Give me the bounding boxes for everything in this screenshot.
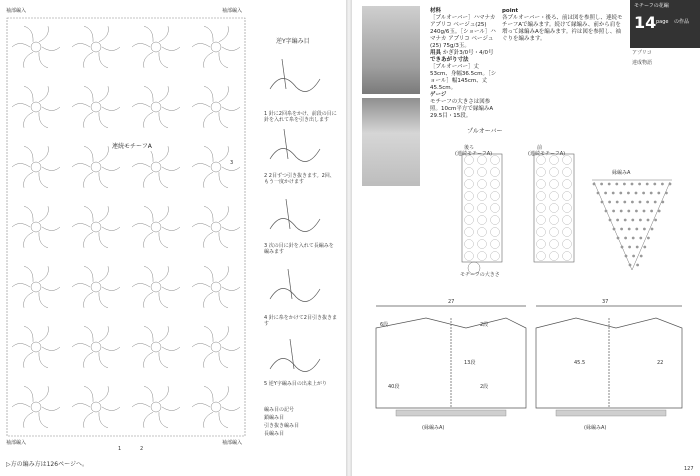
piece-motif [478,180,487,189]
marker-3: 3 [230,160,234,166]
piece-motif [563,228,572,237]
num-8: 22 [657,360,664,366]
shawl-stitch [629,264,632,267]
num-1: 2段 [480,322,489,328]
steps-title: 逆Y字編み目 [276,38,310,45]
crochet-motif [132,386,180,428]
border-label-right: (縁編みA) [584,425,607,431]
step-3: 3 次の目に針を入れて長編みを編みます [264,243,334,255]
shawl-stitch [643,246,646,249]
piece-motif [563,180,572,189]
piece-motif [550,228,559,237]
piece-motif [550,168,559,177]
piece-motif [465,204,474,213]
crochet-motif [132,146,180,188]
piece-motif [478,204,487,213]
shawl-stitch [635,210,638,213]
border-label-left: (縁編みA) [422,425,445,431]
crochet-motif [72,386,120,428]
shawl-stitch [605,210,608,213]
step-4: 4 針に糸をかけて2目引き抜きます [264,315,337,327]
piece-motif [478,168,487,177]
shawl-stitch [597,192,600,195]
piece-motif [537,168,546,177]
crochet-motif [132,326,180,368]
shawl-stitch [608,183,611,186]
num-3: 40段 [388,384,400,390]
shawl-stitch [631,183,634,186]
shawl-stitch [620,210,623,213]
legend-2: 引き抜き編み目 [264,423,300,429]
shawl-stitch [647,237,650,240]
piece-motif [465,192,474,201]
piece-motif [550,240,559,249]
piece-motif [465,252,474,261]
num-0: 6段 [380,322,389,328]
shawl-stitch [650,210,653,213]
piece-motif [550,204,559,213]
crochet-motif [72,146,120,188]
shawl-stitch [657,192,660,195]
shawl-stitch [639,237,642,240]
shawl-stitch [646,183,649,186]
piece-motif [537,216,546,225]
crochet-motif [192,386,240,428]
shawl-stitch [632,255,635,258]
num-4: 2段 [480,384,489,390]
tag-page: page [656,19,669,25]
shawl-stitch [635,228,638,231]
shawl-stitch [615,183,618,186]
piece-motif [550,216,559,225]
crochet-motif [12,386,60,428]
shawl-stitch [654,201,657,204]
shawl-stitch [624,237,627,240]
shawl-stitch [665,192,668,195]
piece-motif [550,192,559,201]
crochet-motif [192,26,240,68]
diagram-title: プルオーバー [467,128,503,135]
crochet-motif [192,146,240,188]
shawl-stitch [643,210,646,213]
shawl-stitch [646,201,649,204]
shawl-stitch [600,183,603,186]
crochet-motif [12,326,60,368]
chart-top-right-label: 袖部編入 [222,8,243,14]
shawl-stitch [612,192,615,195]
legend-1: 鎖編み目 [264,415,285,421]
shawl-stitch [609,219,612,222]
shawl-stitch [635,192,638,195]
step-5: 5 逆Y字編み目の出来上がり [264,381,327,387]
piece-motif [465,240,474,249]
shawl-stitch [623,183,626,186]
marker-2: 2 [140,446,144,452]
materials-block: 材料 ［プルオーバー］ハマナカ アプリコ ベージュ(25) 240g/6玉。［ショール］ハマナカ アプリコ ベージュ(25) 75g/3玉。 用具 かぎ針3/0号・4/0号 できあがり寸法 ［プルオーバー］丈53cm、身幅36.5cm。［ショール］幅145cm、丈45.5cm。 ゲージ モチーフの大きさは図参照。10cm平方で縁編みA 29.5目・15段。 [430,8,497,119]
piece-motif [478,240,487,249]
piece-motif [478,192,487,201]
shawl-stitch [653,183,656,186]
piece-motif [563,204,572,213]
crochet-chart [6,17,246,437]
piece-motif [491,180,500,189]
legend-3: 長編み目 [264,431,285,437]
point-block: point 各プルオーバー・後ろ、前は図を参照し、連続モチーフAで編みます。続けて縁編み、前から肩を増って縁編みAを編みます。衿は図を参照し、袖ぐりを編みます。 [502,8,623,42]
shawl-stitch [612,210,615,213]
chart-top-left-label: 袖部編入 [6,8,27,14]
shawl-stitch [640,255,643,258]
tag-number: 14 [634,13,657,32]
crochet-motif [132,266,180,308]
shawl-stitch [647,219,650,222]
tag-brand: アプリコ [632,50,652,56]
piece-motif [491,216,500,225]
chart-bottom-right-label: 袖部編入 [222,440,243,446]
piece-motif [563,240,572,249]
piece-motif [563,192,572,201]
crochet-motif [192,86,240,128]
steps-illustration [262,49,342,409]
footer-note: ▷方の編み方は126ページへ。 [6,461,88,468]
shawl-stitch [621,246,624,249]
tag-caption: モチーフの花編 [634,3,669,9]
crochet-motif [12,26,60,68]
page-number: 127 [684,466,694,472]
shawl-stitch [639,219,642,222]
num-2: 13段 [464,360,476,366]
shawl-stitch [616,219,619,222]
shawl-stitch [628,228,631,231]
crochet-motif [132,26,180,68]
shawl-stitch [625,255,628,258]
num-5: 27 [448,299,455,305]
piece-motif [465,180,474,189]
shawl-stitch [638,183,641,186]
piece-motif [550,180,559,189]
shawl-stitch [642,192,645,195]
crochet-motif [192,266,240,308]
num-7: 45.5 [574,360,586,366]
crochet-motif [72,86,120,128]
crochet-motif [12,266,60,308]
crochet-motif [72,266,120,308]
chart-bottom-left-label: 袖部編入 [6,440,27,446]
front-sub: (連続モチーフA) [528,151,566,157]
back-sub: (連続モチーフA) [455,151,493,157]
shawl-stitch [617,237,620,240]
tag-note: 達成物語 [632,60,653,66]
shawl-stitch [636,246,639,249]
crochet-motif [72,26,120,68]
piece-motif [537,240,546,249]
piece-motif [537,228,546,237]
shawl-stitch [631,219,634,222]
crochet-motif [192,326,240,368]
piece-motif [465,228,474,237]
piece-motif [478,252,487,261]
piece-motif [537,180,546,189]
step-2: 2 2目ずつ引き抜きます。2回、もう一度かけます [264,173,335,185]
shawl-stitch [643,228,646,231]
piece-motif [478,216,487,225]
crochet-motif [72,326,120,368]
piece-motif [478,228,487,237]
shawl-stitch [616,201,619,204]
pattern-tag [630,0,700,48]
shawl-stitch [651,228,654,231]
piece-motif [550,252,559,261]
crochet-motif [12,206,60,248]
crochet-motif [132,206,180,248]
piece-motif [537,192,546,201]
crochet-motif [132,86,180,128]
shawl-stitch [627,210,630,213]
piece-motif [491,204,500,213]
pattern-pieces [442,140,692,290]
shawl-stitch [619,192,622,195]
shawl-stitch [624,219,627,222]
piece-motif [465,168,474,177]
step-1: 1 針に2回糸をかけ、前段の目に針を入れて糸を引き出します [264,111,337,123]
piece-motif [465,216,474,225]
piece-motif [563,252,572,261]
piece-motif [491,252,500,261]
shawl-stitch [654,219,657,222]
shawl-stitch [593,183,596,186]
shawl-stitch [601,201,604,204]
shawl-stitch [604,192,607,195]
shawl-stitch [636,264,639,267]
shawl-stitch [613,228,616,231]
right-page [352,0,700,476]
tag-sub: の作品 [674,19,690,25]
crochet-motif [72,206,120,248]
shawl-stitch [669,183,672,186]
stitch-steps [262,35,342,445]
num-6: 37 [602,299,609,305]
piece-motif [491,228,500,237]
piece-motif [491,192,500,201]
shawl-stitch [628,246,631,249]
shawl-stitch [639,201,642,204]
piece-motif [563,216,572,225]
piece-motif [537,252,546,261]
piece-motif [491,240,500,249]
shawl-stitch [631,201,634,204]
motif-size-note: モチーフの大きさ [460,272,500,278]
piece-motif [563,168,572,177]
crochet-motif [12,146,60,188]
edge-label: 縁編みA [612,170,631,176]
left-page [0,0,346,476]
piece-motif [491,168,500,177]
motif-label: 連続モチーフA [112,143,152,150]
model-photo-back [362,98,420,186]
front-label: 前 [537,145,543,151]
shawl-stitch [658,210,661,213]
model-photo-front [362,6,420,94]
shawl-stitch [661,201,664,204]
shawl-stitch [608,201,611,204]
shawl-stitch [623,201,626,204]
crochet-motif [12,86,60,128]
back-label: 後ろ [464,145,475,151]
crochet-motif [192,206,240,248]
piece-motif [537,204,546,213]
shawl-stitch [661,183,664,186]
garment-layout [366,298,692,438]
shawl-stitch [632,237,635,240]
shawl-stitch [620,228,623,231]
crochet-chart-svg [6,17,246,437]
shawl-stitch [650,192,653,195]
shawl-stitch [627,192,630,195]
legend-0: 編み目の記号 [264,407,295,413]
marker-1: 1 [118,446,122,452]
